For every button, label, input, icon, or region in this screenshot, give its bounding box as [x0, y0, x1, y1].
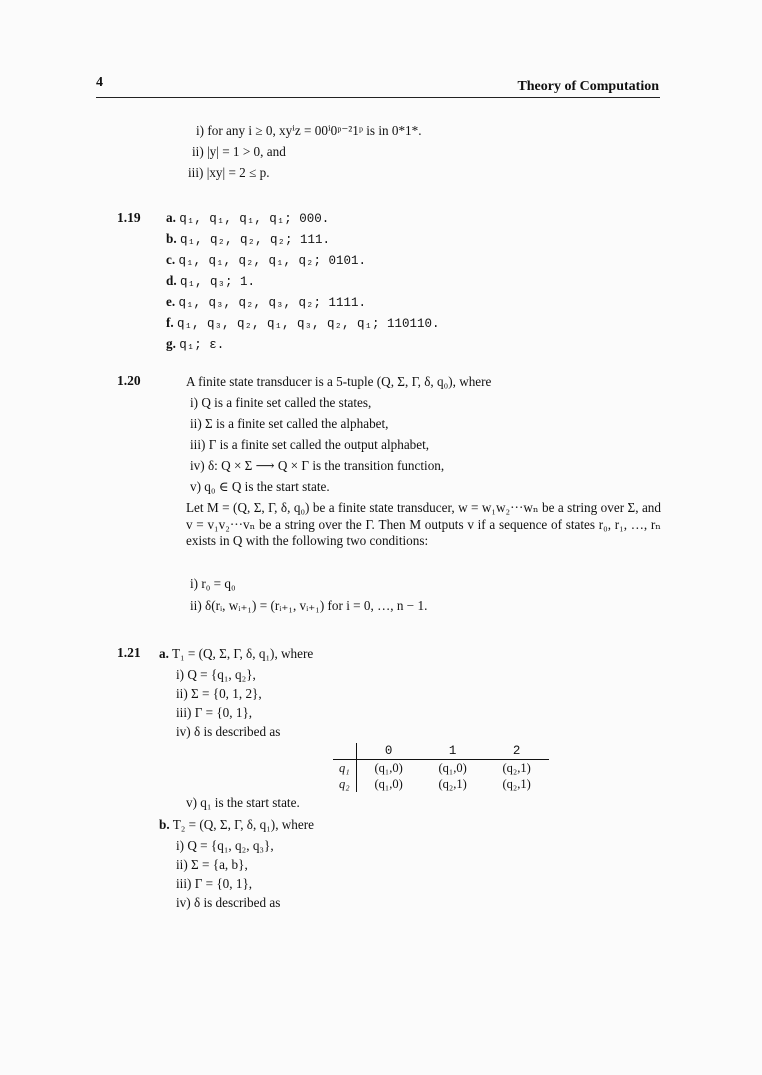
- list-item: [176, 838, 280, 857]
- table-state-cell: q₁: [333, 760, 356, 777]
- table-header-row: [333, 743, 549, 760]
- item-text: δ: Q × Σ ⟶ Q × Γ is the transition function,: [207, 458, 445, 473]
- list-item: [188, 165, 270, 181]
- running-title: Theory of Computation: [517, 79, 659, 94]
- table-state-cell: q₂: [333, 776, 356, 792]
- item-text: Q is a finite set called the states,: [201, 395, 372, 410]
- item-label: f.: [166, 315, 174, 330]
- list-item: [190, 479, 444, 500]
- list-item: [176, 667, 280, 686]
- table-header-cell: 2: [485, 743, 549, 760]
- item-text: δ is described as: [193, 724, 281, 739]
- list-item: [176, 895, 280, 914]
- table-header-cell: 0: [356, 743, 421, 760]
- item-label: g.: [166, 336, 176, 351]
- item-label: c.: [166, 252, 176, 267]
- table-cell: (q₂,1): [438, 776, 467, 791]
- part-a-definition: [159, 646, 313, 662]
- item-label: d.: [166, 273, 177, 288]
- list-item: [176, 876, 280, 895]
- item-text: δ is described as: [193, 895, 281, 910]
- item-label: iii): [176, 705, 192, 720]
- item-label: ii): [192, 144, 204, 159]
- table-corner: [333, 743, 356, 760]
- list-item: [176, 705, 280, 724]
- part-b-list: [176, 838, 280, 914]
- header-rule: [96, 97, 660, 98]
- definition-intro: A finite state transducer is a 5-tuple (Q, Σ, Γ, δ, q₀), where: [186, 374, 492, 389]
- item-label: v): [190, 479, 201, 494]
- item-text: Σ is a finite set called the alphabet,: [205, 416, 389, 431]
- item-text: Q = {q₁, q₂},: [187, 667, 256, 682]
- item-label: i): [176, 667, 185, 682]
- list-item: [190, 416, 444, 437]
- part-a-list: [176, 667, 280, 743]
- item-text: q₁, q₃; 1.: [179, 275, 255, 289]
- definition-paragraph: Let M = (Q, Σ, Γ, δ, q₀) be a finite state transducer, w = w₁w₂···wₙ be a string over Σ, and v = v₁v₂···vₙ be a string over the Γ. Then M outputs v if a sequence of states r₀, r₁, …, rₙ exists in Q with the following two conditions:: [186, 500, 661, 548]
- table-cell: (q₂,1): [502, 760, 531, 775]
- condition-item: [190, 598, 427, 614]
- part-label: b.: [159, 817, 170, 832]
- table-cell: (q₁,0): [374, 760, 403, 775]
- item-text: δ(rᵢ, wᵢ₊₁) = (rᵢ₊₁, vᵢ₊₁) for i = 0, …, n − 1.: [205, 598, 428, 613]
- item-text: Γ = {0, 1},: [194, 876, 253, 891]
- item-label: a.: [166, 210, 176, 225]
- page-number: 4: [96, 75, 103, 90]
- transition-table: [333, 743, 549, 792]
- item-label: i): [196, 123, 205, 138]
- item-label: b.: [166, 231, 177, 246]
- item-text: q₁, q₃, q₂, q₁, q₃, q₂, q₁; 110110.: [177, 317, 440, 331]
- list-item: [190, 437, 444, 458]
- item-text: q₁ is the start state.: [200, 795, 300, 810]
- item-label: iv): [176, 895, 191, 910]
- problem-number: 1.19: [117, 210, 141, 225]
- item-text: r₀ = q₀: [201, 576, 236, 591]
- part-b-definition: [159, 817, 314, 833]
- list-item: [192, 144, 286, 160]
- item-text: q₁, q₂, q₂, q₂; 111.: [179, 233, 330, 247]
- list-item: [166, 231, 440, 252]
- problem-answer-list: [166, 210, 440, 357]
- list-item: [166, 252, 440, 273]
- item-text: q₀ ∈ Q is the start state.: [204, 479, 330, 494]
- item-text: Σ = {a, b},: [191, 857, 248, 872]
- list-item: [176, 857, 280, 876]
- item-text: Γ = {0, 1},: [194, 705, 253, 720]
- list-item: [166, 315, 440, 336]
- list-item: [190, 458, 444, 479]
- item-text: Γ is a finite set called the output alphabet,: [208, 437, 430, 452]
- list-item: [186, 795, 300, 811]
- item-label: i): [190, 576, 199, 591]
- item-text: q₁, q₁, q₂, q₁, q₂; 0101.: [178, 254, 366, 268]
- table-row: [333, 776, 549, 792]
- item-text: q₁; ε.: [179, 338, 225, 352]
- item-text: q₁, q₁, q₁, q₁; 000.: [179, 212, 330, 226]
- item-label: i): [176, 838, 185, 853]
- item-label: ii): [176, 686, 188, 701]
- condition-item: [190, 576, 236, 592]
- list-item: [166, 294, 440, 315]
- table-cell: (q₁,0): [374, 776, 403, 791]
- item-text: Q = {q₁, q₂, q₃},: [187, 838, 274, 853]
- item-label: iv): [190, 458, 205, 473]
- item-text: Σ = {0, 1, 2},: [191, 686, 262, 701]
- table-cell: (q₂,1): [502, 776, 531, 791]
- part-def: T₂ = (Q, Σ, Γ, δ, q₁), where: [172, 817, 314, 832]
- item-label: ii): [176, 857, 188, 872]
- item-label: iii): [176, 876, 192, 891]
- item-label: v): [186, 795, 197, 810]
- item-label: iii): [188, 165, 204, 180]
- item-text: for any i ≥ 0, xyⁱz = 00ⁱ0ᵖ⁻²1ᵖ is in 0*1*.: [207, 123, 422, 138]
- item-label: iv): [176, 724, 191, 739]
- list-item: [190, 395, 444, 416]
- table-cell: (q₁,0): [438, 760, 467, 775]
- item-label: ii): [190, 416, 202, 431]
- item-text: |y| = 1 > 0, and: [207, 144, 286, 159]
- item-label: iii): [190, 437, 206, 452]
- item-label: ii): [190, 598, 202, 613]
- list-item: [176, 724, 280, 743]
- item-text: |xy| = 2 ≤ p.: [206, 165, 270, 180]
- list-item: [166, 210, 440, 231]
- list-item: [196, 123, 422, 139]
- table-row: [333, 760, 549, 777]
- item-text: q₁, q₃, q₂, q₃, q₂; 1111.: [178, 296, 366, 310]
- problem-number: 1.21: [117, 645, 141, 660]
- item-label: e.: [166, 294, 176, 309]
- list-item: [166, 336, 440, 357]
- list-item: [176, 686, 280, 705]
- definition-list: [190, 395, 444, 500]
- problem-number: 1.20: [117, 373, 141, 388]
- item-label: i): [190, 395, 199, 410]
- list-item: [166, 273, 440, 294]
- table-header-cell: 1: [421, 743, 485, 760]
- part-label: a.: [159, 646, 169, 661]
- part-def: T₁ = (Q, Σ, Γ, δ, q₁), where: [171, 646, 314, 661]
